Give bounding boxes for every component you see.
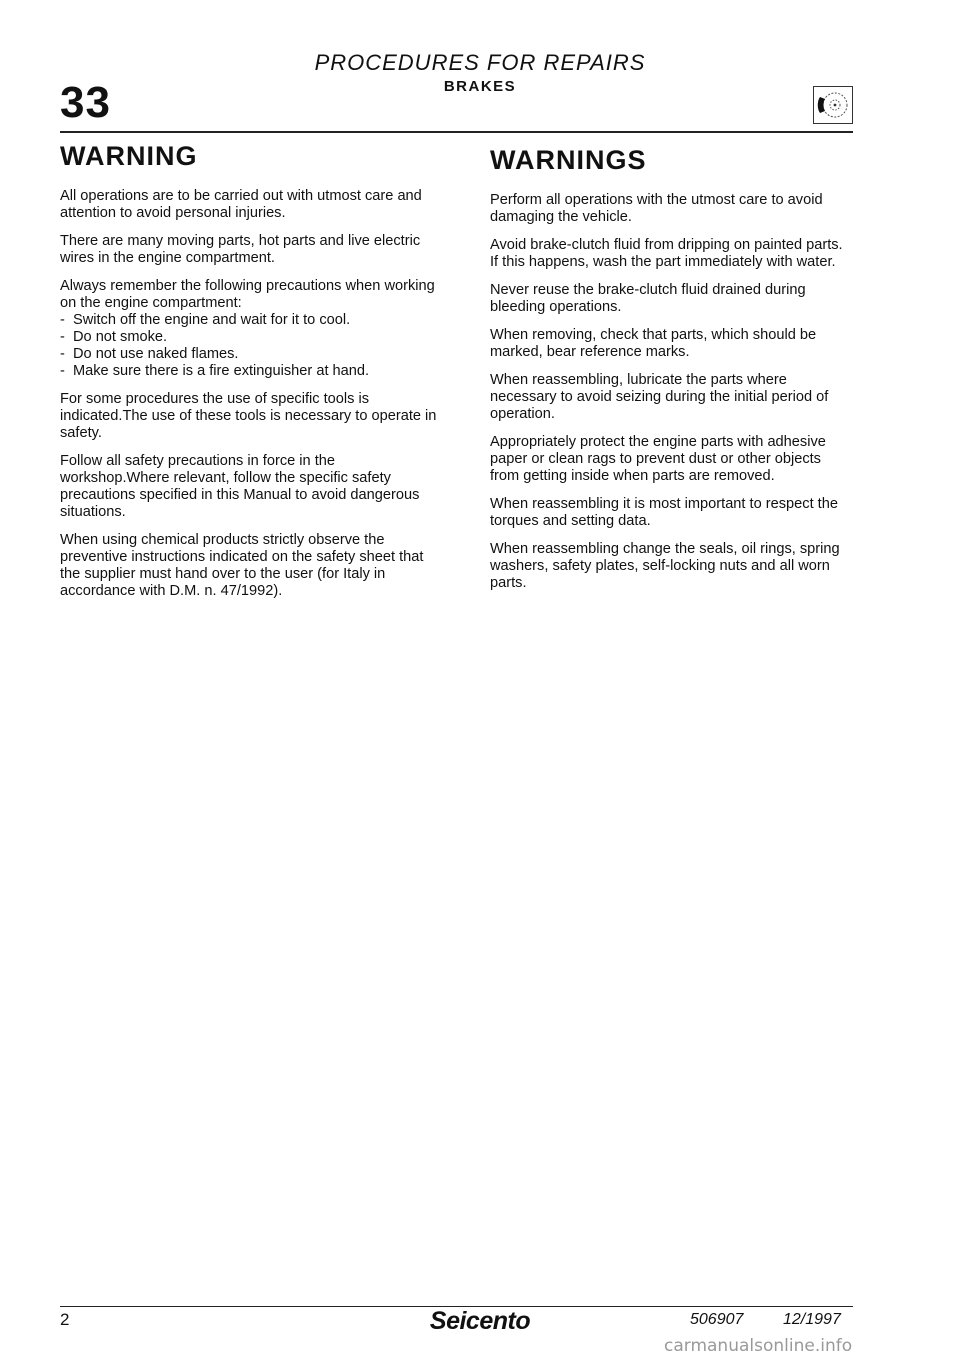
brand-logo: Seicento — [429, 1307, 531, 1335]
warning-paragraph: There are many moving parts, hot parts and live electric wires in the engine compartment. — [60, 233, 421, 266]
warnings-column — [490, 140, 853, 603]
page-number: 2 — [60, 1310, 70, 1329]
warnings-paragraph: When reassembling it is most important to respect the torques and setting data. — [490, 496, 838, 529]
warning-paragraph: All operations are to be carried out with utmost care and attention to avoid personal injuries. — [60, 188, 422, 221]
warnings-paragraph: When reassembling change the seals, oil rings, spring washers, safety plates, self-locking nuts and all worn parts. — [490, 541, 840, 591]
header-rule — [60, 131, 853, 133]
warning-paragraph: For some procedures the use of specific tools is indicated.The use of these tools is necessary to operate in safety. — [60, 391, 437, 441]
precaution-item: - Do not use naked flames. — [60, 346, 438, 363]
precautions-list — [60, 312, 438, 380]
section-number: 33 — [60, 78, 111, 127]
brake-disc-icon — [813, 86, 853, 124]
watermark-text: carmanualsonline.info — [664, 1336, 853, 1356]
warning-heading: WARNING — [60, 141, 198, 171]
warning-paragraph: When using chemical products strictly observe the preventive instructions indicated on the safety sheet that the supplier must hand over to the user (for Italy in accordance with D.M. n. 47/1992). — [60, 532, 424, 599]
warnings-paragraph: When reassembling, lubricate the parts where necessary to avoid seizing during the initial period of operation. — [490, 372, 829, 422]
warnings-heading: WARNINGS — [490, 145, 647, 175]
warnings-paragraph: Avoid brake-clutch fluid from dripping on painted parts. If this happens, wash the part immediately with water. — [490, 237, 843, 270]
warning-column — [60, 140, 438, 611]
warnings-paragraph: Never reuse the brake-clutch fluid drained during bleeding operations. — [490, 282, 806, 315]
warning-paragraph: Follow all safety precautions in force in the workshop.Where relevant, follow the specific safety precautions specified in this Manual to avoid dangerous situations. — [60, 453, 420, 520]
page-title: PROCEDURES FOR REPAIRS — [314, 50, 646, 75]
document-date: 12/1997 — [783, 1311, 841, 1328]
warning-paragraph: Always remember the following precautions when working on the engine compartment: — [60, 278, 435, 311]
warnings-paragraph: Appropriately protect the engine parts with adhesive paper or clean rags to prevent dust or other objects from getting inside when parts are removed. — [490, 434, 826, 484]
document-code: 506907 — [690, 1311, 744, 1328]
precaution-item: - Make sure there is a fire extinguisher at hand. — [60, 363, 438, 380]
precaution-item: - Switch off the engine and wait for it to cool. — [60, 312, 438, 329]
precaution-item: - Do not smoke. — [60, 329, 438, 346]
warnings-paragraph: Perform all operations with the utmost care to avoid damaging the vehicle. — [490, 192, 823, 225]
warnings-paragraph: When removing, check that parts, which should be marked, bear reference marks. — [490, 327, 817, 360]
page-subtitle: BRAKES — [443, 78, 517, 95]
